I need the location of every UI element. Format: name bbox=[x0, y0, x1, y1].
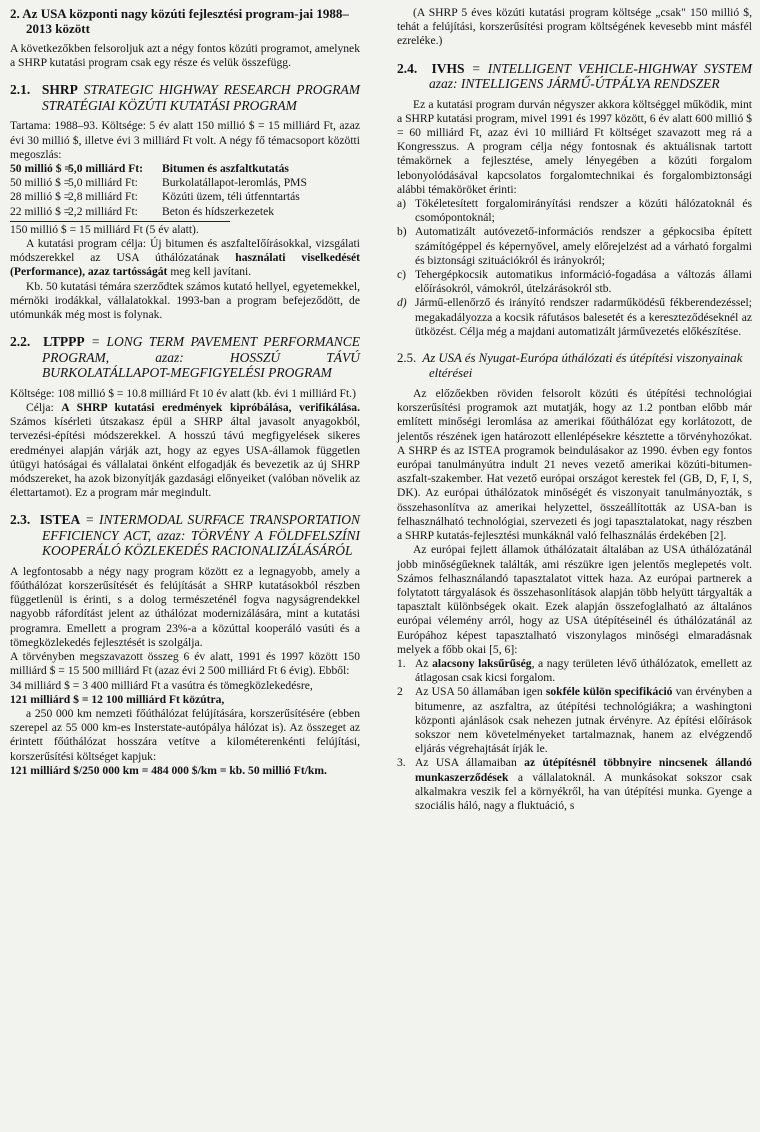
istea-network-paragraph: a 250 000 km nemzeti főúthálózat felújítására, korszerűsítésére (ebben szerepel az 55 000 km-es Insterstate-autópálya hálózat is). Az összeget az érintett főúthálózat hosszára vetítve a kilométerenkénti felújítási, korszerűsítési költséget kapjuk: bbox=[10, 706, 360, 763]
istea-paragraph: A legfontosabb a négy nagy program között ez a legnagyobb, amely a főúthálózat korszerűsítését és felújítását a SHRP kutatásokból részben függetlenül is érinti, s a dolog természeténél fogva nagyságrendekkel nagyobb ráfordítást jelent az úthálózat modernizálására, mint a kutatási programra. Emellett a program 23%-a a közúttal kooperáló vasúti és a tömegközlekedés fejlesztését is szolgálja. bbox=[10, 564, 360, 649]
list-item: 3. Az USA államaiban az útépítésnél többnyire nincsenek állandó munkaszerződések a vállalatoknál. A munkásokat sokszor csak alkalmakra veszik fel a környékről, ha van útépítési munka. Gyenge a szociális háló, nagy a fluktuáció, s bbox=[397, 756, 752, 812]
section-2-3-heading: 2.3. ISTEA = INTERMODAL SURFACE TRANSPORTATION EFFICIENCY ACT, azaz: TÖRVÉNY A FÖLDFELSZÍNI KOOPERÁLÓ KÖZLEKEDÉS RACIONALIZÁLÁSÁRÓL bbox=[10, 512, 360, 559]
list-item: a) Tökéletesített forgalomirányítási rendszer a közúti hálózatoknál és csomópontoknál; bbox=[397, 197, 752, 225]
istea-road-line: 121 milliárd $ = 12 100 milliárd Ft közútra, bbox=[10, 692, 225, 706]
shrp-cost-note: (A SHRP 5 éves közúti kutatási program költsége „csak" 150 millió $, tehát a felújítási, korszerűsítési program költségének kevesebb mint másfél ezreléke.) bbox=[397, 6, 752, 48]
section-2-2-heading: 2.2. LTPPP = LONG TERM PAVEMENT PERFORMANCE PROGRAM, azaz: HOSSZÚ TÁVÚ BURKOLATÁLLAPOT-MEGFIGYELÉSI PROGRAM bbox=[10, 334, 361, 381]
budget-row: 50 millió $ = 5,0 milliárd Ft: Bitumen és aszfaltkutatás bbox=[10, 162, 289, 176]
section-2-title: 2. Az USA központi nagy közúti fejlesztési program-jai 1988–2013 között bbox=[10, 6, 349, 36]
european-findings-paragraph: Az európai fejlett államok úthálózatait általában az USA úthálózatánál jobb minőségűeknek találták, ami részükre igen jelentős meglepetés volt. Számos felhasználandó tapasztalatot vittek haza. Az európai partnerek a folytatott tárgyalások és összehasonlítások alapján több helyütt tárgyalták a tapasztalt különbségek okait. Ezek alapján összefoglalható az általános európai vélemény arról, hogy az USA útépítéseinél és úthálózatánál az Európához képest tapasztalható viszonylagos minőségi elmaradásnak melyek a főbb okai [5, 6]: bbox=[397, 543, 752, 656]
section-2-5-heading: 2.5. Az USA és Nyugat-Európa úthálózati és útépítési viszonyainak eltérései bbox=[397, 351, 743, 381]
budget-row: 28 millió $ = 2,8 milliárd Ft: Közúti üzem, téli útfenntartás bbox=[10, 190, 300, 204]
left-column bbox=[10, 6, 360, 778]
list-item: 1. Az alacsony laksűrűség, a nagy területen lévő úthálózatok, emellett az átlagosan csak kicsi forgalom. bbox=[397, 656, 753, 685]
ivhs-list bbox=[397, 197, 752, 339]
section-title: STRATEGIC HIGHWAY RESEARCH PROGRAM STRATÉGIAI KÖZÚTI KUTATÁSI PROGRAM bbox=[42, 82, 361, 113]
list-item: c) Tehergépkocsik automatikus információ-fogadása a változás állami előírásokról, vámokról, útelzárásokról stb. bbox=[397, 268, 752, 296]
ltppp-goal-paragraph: Célja: A SHRP kutatási eredmények kipróbálása, verifikálása. Számos kísérleti útszakasz épül a SHRP által javasolt anyagokból, tervezési-építési módszerekkel. A hosszú távú megfigyelések sikeres eredményei alapján várják azt, hogy az egyes USA-államok független útügyi hatóságai és vállalatai önként elfogadják és bevezetik az új SHRP módszereket, ha azok bizonyítják gazdasági előnyeiket (valóban növelik az élettartamot). Ez a program már megindult. bbox=[10, 400, 360, 500]
right-column bbox=[397, 6, 752, 813]
reasons-list bbox=[397, 657, 752, 813]
list-item: d) Jármű-ellenőrző és irányító rendszer radarműködésű fékberendezéssel; megakadályozza a kocsik ráfutásos balesetét és a kereszteződéseknél az ütközést. Célja még a majdani automatizált járművezetés előkészítése. bbox=[397, 296, 752, 338]
budget-table bbox=[10, 162, 360, 237]
comparison-paragraph: Az előzőekben röviden felsorolt közúti és útépítési technológiai korszerűsítési programok azt mutatják, hogy az 1.2 pontban előbb már említett minőségi leromlása az amerikai főúthálózat egy korlátozott, de jelentős részének igen határozott ellenlépésekre késztette a törvényhozókat. A SHRP és az ISTEA programok beindulásakor az 1990. évben egy fontos európai tanulmányútra indult 21 neves vezető amerikai közúti-bitumen-aszfalt-szakember. Hat vezető európai országot kerestek fel (GB, D, F, I, S, DK). Az európai úthálózatok minőségét és viszonyait tanulmányozták, s összehasonlítva az amerikai helyzettel, összeállították az USA-ban is felhasználható technológiai, szervezeti és jogi tapasztalatokat, nagy részben a SHRP kutatás-fejlesztési munkáknál való felhasználás érdekében [2]. bbox=[397, 387, 752, 543]
sum-rule bbox=[10, 221, 230, 222]
list-item: b) Automatizált autóvezető-információs rendszer a gépkocsiba épített számítógéppel és képernyővel, amely előrejelzést ad a várható forgalmi és biztonsági szituációkról és irányokról; bbox=[397, 225, 752, 267]
istea-amount-paragraph: A törvényben megszavazott összeg 6 év alatt, 1991 és 1997 között 150 milliárd $ = 15 500 milliárd Ft (azaz évi 2 500 milliárd Ft 6 évig). Ebből: bbox=[10, 650, 360, 678]
section-acronym: SHRP bbox=[41, 82, 78, 98]
section-2-1-heading bbox=[10, 82, 360, 113]
section-2-4-heading: 2.4. IVHS = INTELLIGENT VEHICLE-HIGHWAY SYSTEM azaz: INTELLIGENS JÁRMŰ-ÚTPÁLYA RENDSZER bbox=[397, 60, 753, 92]
shrp-contracts-paragraph: Kb. 50 kutatási témára szerződtek számos kutató hellyel, egyetemekkel, mérnöki irodákkal, vállalatokkal. 1993-ban a program befejeződött, de utómunkák még most is folynak. bbox=[10, 279, 360, 322]
istea-rail-line: 34 milliárd $ = 3 400 milliárd Ft a vasútra és tömegközlekedésre, bbox=[10, 678, 313, 692]
istea-per-km-line: 121 milliárd $/250 000 km = 484 000 $/km = kb. 50 millió Ft/km. bbox=[10, 763, 327, 777]
ivhs-paragraph: Ez a kutatási program durván négyszer akkora költséggel működik, mint a SHRP kutatási program, mivel 1991 és 1997 között, 6 év alatt 600 millió $ = 60 milliárd Ft, azaz évi 10 milliárd Ft költséget szavazott meg rá a Kongresszus. A program célja négy fontosnak és aktuálisnak tartott témakörnek a fejlesztése, amely lényegében a közúti forgalom lebonyolódásával kapcsolatos forgalomtechnikai és forgalombiztonsági alábbi témaköröket érinti: bbox=[397, 97, 752, 196]
budget-row: 22 millió $ = 2,2 milliárd Ft: Beton és hídszerkezetek bbox=[10, 204, 275, 218]
intro-paragraph: A következőkben felsoroljuk azt a négy fontos közúti programot, amelynek a SHRP kutatási program csak egy része és velük összefügg. bbox=[10, 42, 360, 70]
list-item: 2 Az USA 50 államában igen sokféle külön specifikáció van érvényben a bitumenre, az aszfaltra, az útépítési technológiákra; a washingtoni központi ajánlások csak nehezen jutnak érvényre. Az építési előírások sokszor nem követelményeket tartalmaznak, hanem az elvégzendő eljárás végrehajtását írják le. bbox=[397, 685, 752, 756]
shrp-goal-paragraph: A kutatási program célja: Új bitumen és aszfalteIőírásokkal, vizsgálati módszerekkel az USA úthálózatának használati viselkedését (Performance), azaz tartósságát meg kell javítani. bbox=[10, 237, 361, 279]
budget-total: 150 millió $ = 15 milliárd Ft (5 év alatt). bbox=[10, 222, 199, 236]
ltppp-cost-paragraph: Költsége: 108 millió $ = 10.8 milliárd Ft 10 év alatt (kb. évi 1 milliárd Ft.) bbox=[10, 386, 356, 400]
budget-row: 50 millió $ = 5,0 milliárd Ft: Burkolatállapot-leromlás, PMS bbox=[10, 176, 307, 190]
section-number: 2.1. bbox=[10, 82, 31, 98]
shrp-duration-paragraph: Tartama: 1988–93. Költsége: 5 év alatt 150 millió $ = 15 milliárd Ft, azaz évi 30 millió $, illetve évi 3 milliárd Ft volt. A négy fő témacsoport közötti megoszlás: bbox=[10, 119, 360, 161]
